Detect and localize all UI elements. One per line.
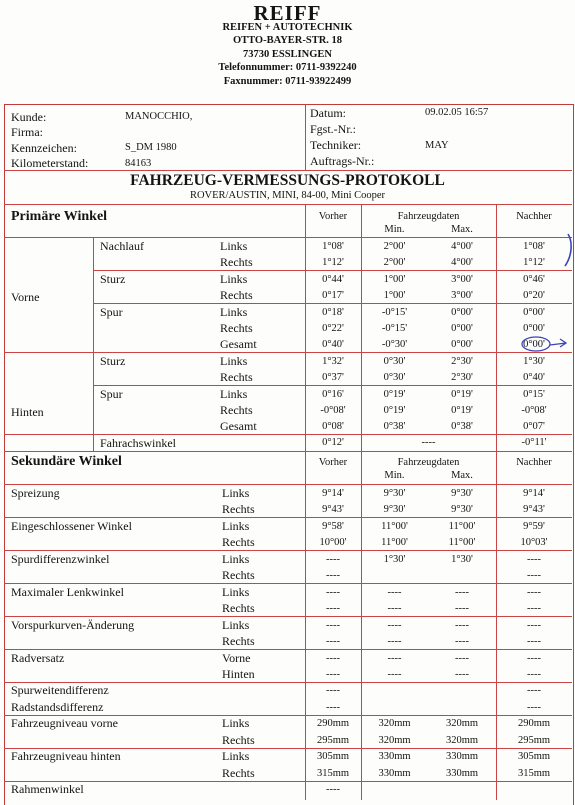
secondary-header-rule xyxy=(4,484,572,485)
primary-side-label: Links xyxy=(220,271,248,286)
secondary-vorher-value: 9°14' xyxy=(322,488,344,499)
secondary-max-value: 1°30' xyxy=(451,553,473,565)
primary-vorher-value: 1°08' xyxy=(322,241,344,252)
info-column-divider xyxy=(305,104,306,170)
secondary-nachher-value: 9°59' xyxy=(523,520,545,532)
primary-vorher-value: 0°37' xyxy=(322,372,344,384)
secondary-side-label: Links xyxy=(222,749,250,764)
primary-side-label: Gesamt xyxy=(220,419,257,434)
primary-nachher-value: 0°40' xyxy=(523,372,545,384)
primary-min-value: 0°19' xyxy=(383,405,406,416)
secondary-vorher-value: ---- xyxy=(326,668,340,680)
primary-min-value: 0°30' xyxy=(383,355,406,367)
secondary-max-value: 9°30' xyxy=(451,488,473,499)
secondary-row-label: Maximaler Lenkwinkel xyxy=(11,584,124,599)
primary-nachher-value: 1°08' xyxy=(523,241,545,252)
secondary-vorher-value: ---- xyxy=(326,570,340,582)
secondary-max-value: 320mm xyxy=(445,718,479,730)
primary-nachher-value: -0°08' xyxy=(521,405,547,416)
secondary-side-label: Rechts xyxy=(222,765,255,780)
secondary-nachher-value: 10°03' xyxy=(520,537,548,549)
secondary-side-label: Rechts xyxy=(222,732,255,747)
secondary-nachher-value: 290mm xyxy=(517,718,551,730)
secondary-nachher-value: ---- xyxy=(527,701,541,713)
secondary-min-value: 1°30' xyxy=(383,553,406,565)
secondary-min-value: 320mm xyxy=(378,718,411,730)
secondary-max-header: Max. xyxy=(451,470,473,481)
company-line3: 73730 ESSLINGEN xyxy=(243,49,332,60)
vorher-column-rule xyxy=(305,204,306,800)
primary-vorher-value: 1°12' xyxy=(322,257,344,269)
secondary-row-label: Fahrzeugniveau vorne xyxy=(11,716,118,731)
primary-side-label: Links xyxy=(220,304,248,319)
primary-min-value: 2°00' xyxy=(383,241,406,252)
primary-max-value: 0°00' xyxy=(451,339,473,351)
secondary-row-label: Vorspurkurven-Änderung xyxy=(11,617,135,632)
secondary-group-rule xyxy=(4,748,572,749)
secondary-nachher-header: Nachher xyxy=(516,457,552,468)
secondary-max-value: ---- xyxy=(455,586,469,598)
primary-vorher-value: 0°40' xyxy=(322,339,344,351)
secondary-side-label: Rechts xyxy=(222,502,255,517)
kennzeichen-label: Kennzeichen: xyxy=(11,141,77,155)
secondary-row-label: Spurdifferenzwinkel xyxy=(11,551,110,566)
secondary-side-label: Rechts xyxy=(222,601,255,616)
primary-max-value: 4°00' xyxy=(451,257,473,269)
primary-side-label: Links xyxy=(220,386,248,401)
datum-label: Datum: xyxy=(310,106,346,120)
secondary-min-value: 330mm xyxy=(378,751,411,763)
secondary-vorher-value: 295mm xyxy=(316,734,350,746)
primary-group-label: Sturz xyxy=(100,271,126,286)
secondary-nachher-value: ---- xyxy=(527,553,541,565)
secondary-max-value: 11°00' xyxy=(448,520,476,532)
secondary-group-rule xyxy=(4,682,572,683)
primary-vorher-value: -0°08' xyxy=(320,405,346,416)
secondary-row-label: Rahmenwinkel xyxy=(11,782,84,797)
secondary-row-label: Radversatz xyxy=(11,650,65,665)
secondary-min-value: ---- xyxy=(387,668,402,680)
secondary-max-value: 330mm xyxy=(445,767,479,779)
primary-max-value: 0°38' xyxy=(451,421,473,433)
secondary-side-label: Links xyxy=(222,551,250,566)
primary-side-label: Rechts xyxy=(220,403,253,417)
fahrachswinkel-nachher: -0°11' xyxy=(521,437,547,448)
auftrag-label: Auftrags-Nr.: xyxy=(310,154,375,168)
primary-group-rule xyxy=(93,385,572,386)
primary-side-label: Rechts xyxy=(220,370,253,385)
primary-min-value: 1°00' xyxy=(383,273,406,285)
secondary-vorher-value: 315mm xyxy=(316,767,350,779)
protocol-title: FAHRZEUG-VERMESSUNGS-PROTOKOLL xyxy=(130,172,445,189)
primary-side-label: Rechts xyxy=(220,288,253,303)
company-line1: REIFEN + AUTOTECHNIK xyxy=(222,22,353,33)
fahrachswinkel-vorher: 0°12' xyxy=(322,437,344,448)
primary-min-value: 0°19' xyxy=(383,388,406,400)
secondary-side-label: Links xyxy=(222,617,250,632)
primary-min-value: 0°38' xyxy=(383,421,406,433)
nachher-column-rule xyxy=(496,204,497,800)
primary-vorher-value: 1°32' xyxy=(322,355,344,367)
primary-min-header: Min. xyxy=(384,224,405,235)
primary-nachher-value: 0°46' xyxy=(523,273,545,285)
primary-max-value: 0°19' xyxy=(451,405,473,416)
primary-min-value: -0°15' xyxy=(381,323,408,334)
section-divider-rule xyxy=(4,451,572,452)
secondary-min-value: 9°30' xyxy=(383,504,406,516)
secondary-group-rule xyxy=(4,715,572,716)
secondary-vorher-value: ---- xyxy=(326,652,340,664)
primary-max-value: 2°30' xyxy=(451,372,473,384)
secondary-nachher-value: 305mm xyxy=(517,751,551,763)
secondary-side-label: Links xyxy=(222,486,250,500)
primary-section-title: Primäre Winkel xyxy=(11,209,108,224)
techniker-label: Techniker: xyxy=(310,138,362,152)
secondary-group-rule xyxy=(4,550,572,551)
secondary-min-value: ---- xyxy=(387,603,402,615)
fahrachswinkel-fzd: ---- xyxy=(421,437,436,448)
primary-side-label: Rechts xyxy=(220,321,253,335)
primary-vorher-value: 0°16' xyxy=(322,388,344,400)
hinten-label: Hinten xyxy=(11,405,44,419)
secondary-vorher-value: ---- xyxy=(326,701,340,713)
secondary-side-label: Rechts xyxy=(222,634,255,649)
vehicle-description: ROVER/AUSTIN, MINI, 84-00, Mini Cooper xyxy=(189,190,386,201)
primary-nachher-header: Nachher xyxy=(516,211,552,222)
primary-nachher-value: 0°00' xyxy=(523,339,545,351)
primary-side-label: Gesamt xyxy=(220,337,257,352)
primary-group-label: Sturz xyxy=(100,353,126,368)
primary-group-label: Spur xyxy=(100,386,123,401)
primary-vorher-value: 0°22' xyxy=(322,323,344,334)
primary-vorher-value: 0°08' xyxy=(322,421,344,433)
secondary-row-label: Spreizung xyxy=(11,486,60,500)
secondary-vorher-value: 290mm xyxy=(316,718,350,730)
vorne-label: Vorne xyxy=(11,290,40,304)
company-name: REIFF xyxy=(253,1,322,25)
secondary-min-value: ---- xyxy=(387,652,402,664)
firma-label: Firma: xyxy=(11,125,43,139)
secondary-group-rule xyxy=(4,781,572,782)
secondary-side-label: Links xyxy=(222,584,250,599)
secondary-min-value: 11°00' xyxy=(381,520,408,532)
primary-label-column-rule xyxy=(93,237,94,451)
secondary-nachher-value: ---- xyxy=(527,619,541,631)
secondary-side-label: Hinten xyxy=(222,666,255,681)
secondary-side-label: Links xyxy=(222,518,250,533)
secondary-group-rule xyxy=(4,517,572,518)
secondary-vorher-value: ---- xyxy=(326,784,340,796)
secondary-max-value: 320mm xyxy=(445,734,479,746)
primary-fzd-header: Fahrzeugdaten xyxy=(397,211,460,222)
secondary-group-rule xyxy=(4,649,572,650)
secondary-min-header: Min. xyxy=(384,470,405,481)
primary-side-label: Rechts xyxy=(220,255,253,270)
company-line2: OTTO-BAYER-STR. 18 xyxy=(232,35,343,46)
secondary-side-label: Rechts xyxy=(222,568,255,583)
primary-nachher-value: 0°07' xyxy=(523,421,545,433)
primary-min-value: -0°15' xyxy=(381,306,408,318)
secondary-max-value: 9°30' xyxy=(451,504,473,516)
secondary-nachher-value: ---- xyxy=(527,603,541,615)
secondary-max-value: ---- xyxy=(455,603,469,615)
secondary-vorher-value: 9°58' xyxy=(322,520,344,532)
secondary-vorher-value: ---- xyxy=(326,553,340,565)
title-divider xyxy=(4,204,572,205)
primary-group-label: Nachlauf xyxy=(100,239,144,253)
primary-group-label: Spur xyxy=(100,304,123,319)
fgst-label: Fgst.-Nr.: xyxy=(310,122,357,136)
secondary-vorher-value: 9°43' xyxy=(322,504,344,516)
primary-min-value: 1°00' xyxy=(383,290,406,302)
secondary-row-label: Eingeschlossener Winkel xyxy=(11,518,132,533)
secondary-min-value: 330mm xyxy=(378,767,411,779)
secondary-min-value: 11°00' xyxy=(381,537,408,549)
min-column-rule xyxy=(361,204,362,800)
kennzeichen-value: S_DM 1980 xyxy=(125,142,177,153)
datum-value: 09.02.05 16:57 xyxy=(425,107,489,118)
primary-fahrachs-rule xyxy=(4,434,572,435)
fahrachswinkel-label: Fahrachswinkel xyxy=(100,436,176,450)
secondary-side-label: Rechts xyxy=(222,535,255,550)
secondary-vorher-header: Vorher xyxy=(318,457,348,468)
primary-max-value: 2°30' xyxy=(451,355,473,367)
secondary-max-value: ---- xyxy=(455,668,469,680)
secondary-vorher-value: 10°00' xyxy=(319,537,347,549)
secondary-max-value: 330mm xyxy=(445,751,479,763)
secondary-nachher-value: 295mm xyxy=(517,734,551,746)
secondary-nachher-value: ---- xyxy=(527,570,541,582)
primary-max-value: 0°19' xyxy=(451,388,473,400)
secondary-max-value: 11°00' xyxy=(448,537,476,549)
primary-max-value: 0°00' xyxy=(451,306,473,318)
secondary-max-value: ---- xyxy=(455,636,469,648)
secondary-nachher-value: ---- xyxy=(527,586,541,598)
company-phone: Telefonnummer: 0711-9392240 xyxy=(218,62,357,73)
secondary-fzd-header: Fahrzeugdaten xyxy=(397,457,460,468)
primary-min-value: -0°30' xyxy=(381,339,408,351)
pen-circle-icon xyxy=(520,335,568,353)
primary-vorher-header: Vorher xyxy=(318,211,348,222)
primary-group-rule xyxy=(93,270,572,271)
primary-header-rule xyxy=(4,237,572,238)
primary-group-rule xyxy=(93,303,572,304)
primary-min-value: 0°30' xyxy=(383,372,406,384)
km-value: 84163 xyxy=(125,158,152,169)
secondary-nachher-value: ---- xyxy=(527,652,541,664)
secondary-group-rule xyxy=(4,583,572,584)
secondary-row-label: Radstandsdifferenz xyxy=(11,699,104,714)
secondary-nachher-value: 9°43' xyxy=(523,504,545,516)
secondary-vorher-value: 305mm xyxy=(316,751,350,763)
secondary-nachher-value: ---- xyxy=(527,636,541,648)
primary-max-value: 3°00' xyxy=(451,290,473,302)
primary-group-rule xyxy=(93,352,572,353)
pen-mark-icon xyxy=(560,230,574,270)
secondary-vorher-value: ---- xyxy=(326,636,340,648)
primary-min-value: 2°00' xyxy=(383,257,406,269)
secondary-min-value: ---- xyxy=(387,636,402,648)
secondary-group-rule xyxy=(4,616,572,617)
secondary-max-value: ---- xyxy=(455,652,469,664)
secondary-min-value: ---- xyxy=(387,619,402,631)
primary-vorher-value: 0°44' xyxy=(322,273,344,285)
secondary-vorher-value: ---- xyxy=(326,586,340,598)
secondary-section-title: Sekundäre Winkel xyxy=(11,454,122,469)
primary-vorher-value: 0°17' xyxy=(322,290,344,302)
primary-nachher-value: 1°30' xyxy=(523,355,545,367)
secondary-vorher-value: ---- xyxy=(326,603,340,615)
primary-side-label: Links xyxy=(220,353,248,368)
secondary-row-label: Spurweitendifferenz xyxy=(11,683,109,698)
kunde-value: MANOCCHIO, xyxy=(125,111,193,122)
primary-max-header: Max. xyxy=(451,224,473,235)
secondary-min-value: 9°30' xyxy=(383,488,406,499)
primary-side-label: Links xyxy=(220,239,248,253)
primary-max-value: 0°00' xyxy=(451,323,473,334)
techniker-value: MAY xyxy=(425,140,449,151)
secondary-vorher-value: ---- xyxy=(326,619,340,631)
primary-vorne-hinten-rule xyxy=(4,352,93,353)
primary-vorher-value: 0°18' xyxy=(322,306,344,318)
secondary-nachher-value: ---- xyxy=(527,685,541,697)
km-label: Kilometerstand: xyxy=(11,156,89,170)
secondary-max-value: ---- xyxy=(455,619,469,631)
info-divider xyxy=(4,170,572,171)
secondary-nachher-value: 315mm xyxy=(517,767,551,779)
secondary-nachher-value: 9°14' xyxy=(523,488,545,499)
primary-max-value: 3°00' xyxy=(451,273,473,285)
primary-nachher-value: 1°12' xyxy=(523,257,545,269)
secondary-row-label: Fahrzeugniveau hinten xyxy=(11,749,121,764)
primary-nachher-value: 0°15' xyxy=(523,388,545,400)
primary-nachher-value: 0°00' xyxy=(523,323,545,334)
kunde-label: Kunde: xyxy=(11,110,47,124)
secondary-side-label: Vorne xyxy=(222,650,251,665)
company-fax: Faxnummer: 0711-93922499 xyxy=(223,76,352,87)
secondary-vorher-value: ---- xyxy=(326,685,340,697)
secondary-nachher-value: ---- xyxy=(527,668,541,680)
secondary-side-label: Links xyxy=(222,716,250,731)
primary-nachher-value: 0°00' xyxy=(523,306,545,318)
secondary-min-value: ---- xyxy=(387,586,402,598)
primary-nachher-value: 0°20' xyxy=(523,290,545,302)
primary-max-value: 4°00' xyxy=(451,241,473,252)
secondary-min-value: 320mm xyxy=(378,734,411,746)
